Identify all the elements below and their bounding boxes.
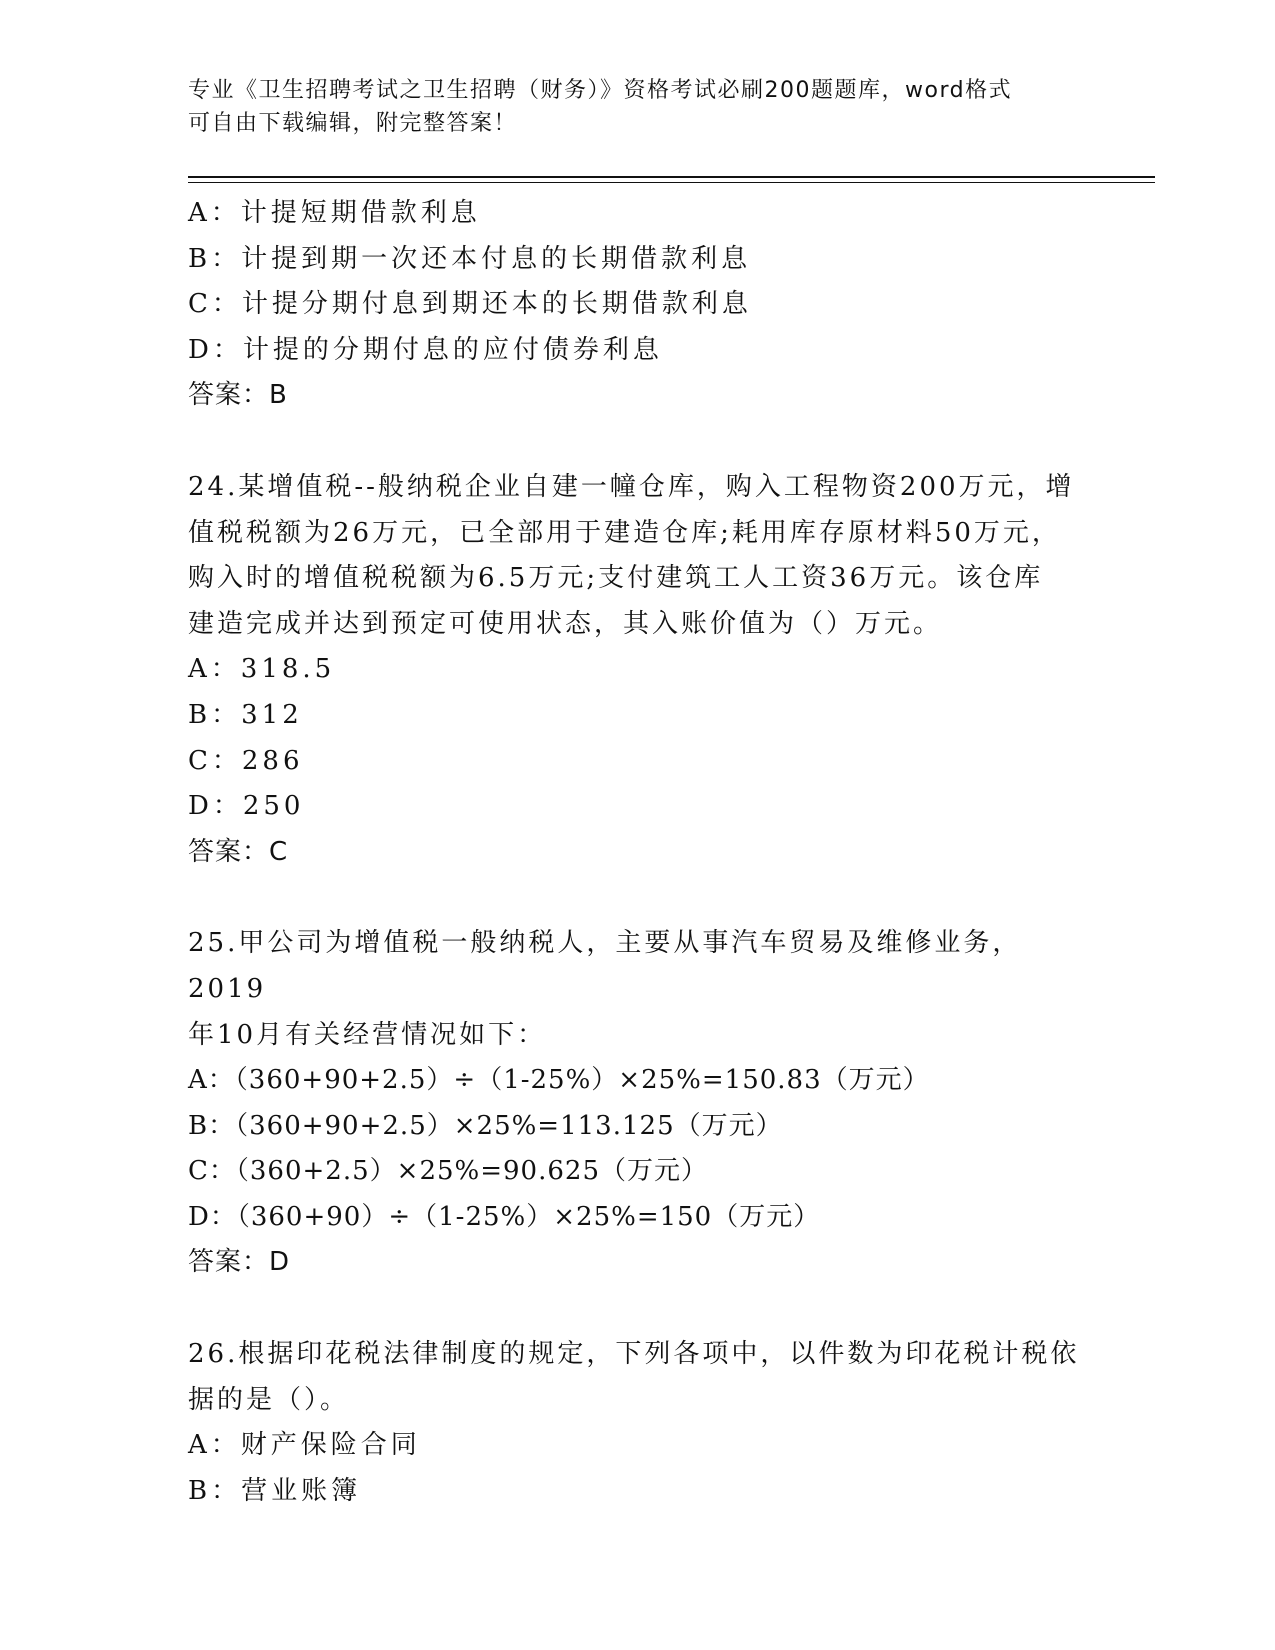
option-b: B：营业账簿	[188, 1475, 362, 1506]
section-spacer	[188, 1286, 1088, 1332]
question-text-line: 24.某增值税--般纳税企业自建一幢仓库，购入工程物资200万元，增	[188, 471, 1075, 502]
option-d: D：计提的分期付息的应付债券利息	[188, 334, 663, 365]
section-spacer	[188, 419, 1088, 465]
question-text-line: 值税税额为26万元，已全部用于建造仓库;耗用库存原材料50万元，	[188, 517, 1061, 548]
option-b: B：计提到期一次还本付息的长期借款利息	[188, 243, 752, 274]
question-23-block	[188, 191, 1088, 419]
question-25-block	[188, 921, 1088, 1286]
question-text-line: 据的是（）。	[188, 1384, 350, 1415]
question-content	[188, 191, 1088, 1514]
option-a: A：（360+90+2.5）÷（1-25%）×25%=150.83（万元）	[188, 1065, 930, 1096]
question-text-line: 年10月有关经营情况如下：	[188, 1019, 547, 1050]
option-c: C：计提分期付息到期还本的长期借款利息	[188, 289, 752, 320]
document-header	[188, 74, 1088, 140]
option-c: C：（360+2.5）×25%=90.625（万元）	[188, 1156, 708, 1187]
question-24-block	[188, 465, 1088, 875]
option-a: A：计提短期借款利息	[188, 198, 481, 228]
option-d: D：250	[188, 791, 305, 822]
question-text-line: 购入时的增值税税额为6.5万元;支付建筑工人工资36万元。该仓库	[188, 563, 1044, 594]
answer-line: 答案：D	[188, 1247, 291, 1278]
option-d: D：（360+90）÷（1-25%）×25%=150（万元）	[188, 1201, 821, 1232]
question-text-line: 25.甲公司为增值税一般纳税人，主要从事汽车贸易及维修业务，2019	[188, 928, 1022, 1004]
answer-line: 答案：B	[188, 380, 288, 411]
option-c: C：286	[188, 745, 304, 776]
header-divider-thin	[188, 182, 1155, 183]
question-text-line: 26.根据印花税法律制度的规定，下列各项中，以件数为印花税计税依	[188, 1339, 1080, 1370]
answer-line: 答案：C	[188, 836, 289, 867]
header-line-2: 可自由下载编辑，附完整答案！	[188, 111, 518, 136]
option-b: B：（360+90+2.5）×25%=113.125（万元）	[188, 1110, 783, 1141]
option-b: B：312	[188, 699, 303, 730]
option-a: A：财产保险合同	[188, 1430, 421, 1461]
header-divider-thick	[188, 176, 1155, 178]
header-line-1: 专业《卫生招聘考试之卫生招聘（财务）》资格考试必刷200题题库，word格式	[188, 78, 1013, 103]
option-a: A：318.5	[188, 654, 336, 685]
question-26-block	[188, 1332, 1088, 1514]
question-text-line: 建造完成并达到预定可使用状态，其入账价值为（）万元。	[188, 608, 943, 639]
section-spacer	[188, 875, 1088, 921]
